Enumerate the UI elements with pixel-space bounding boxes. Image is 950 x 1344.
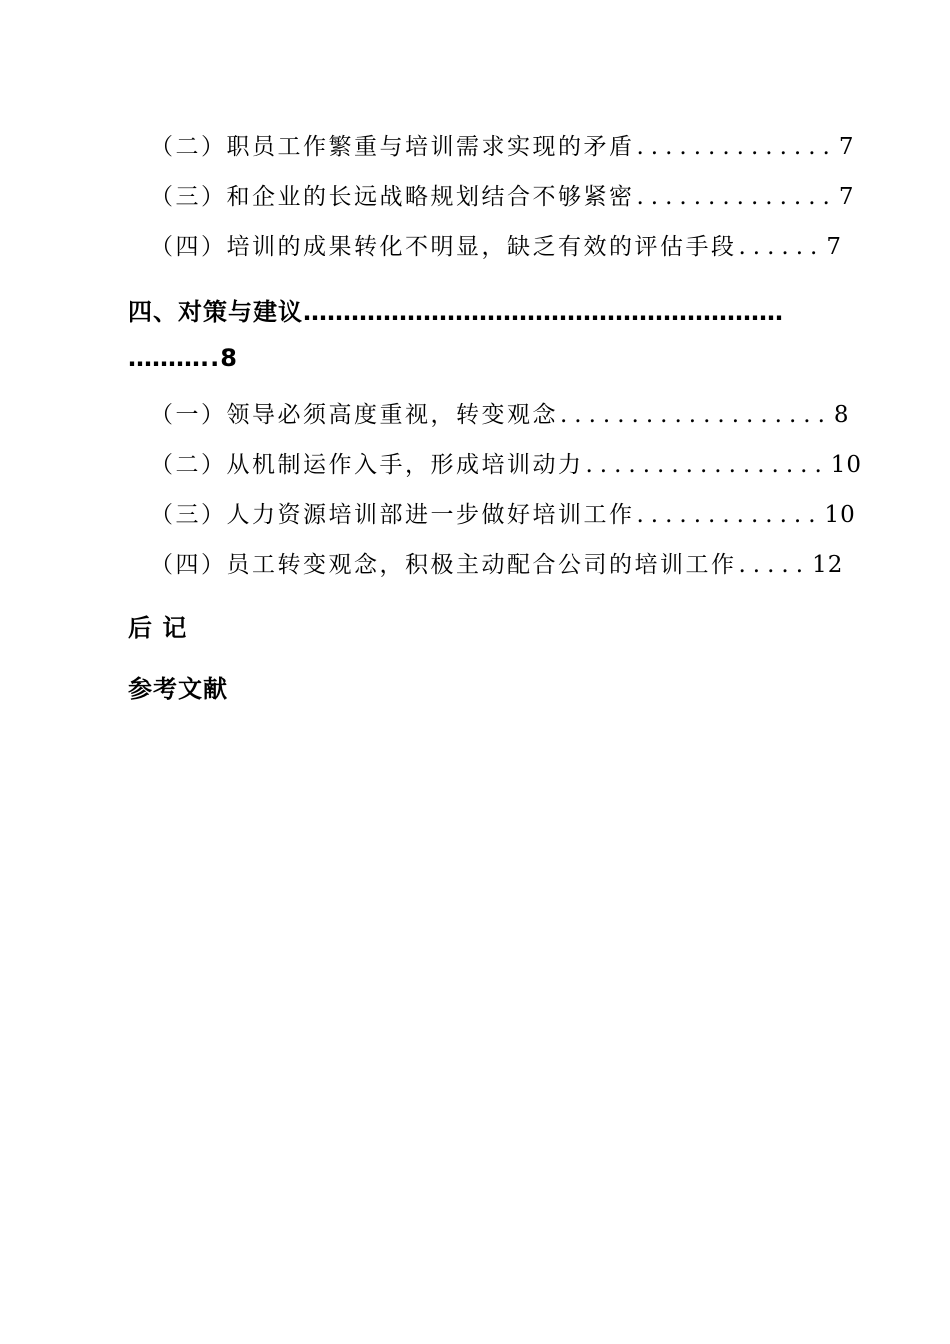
toc-entry-label: （二）从机制运作入手，形成培训动力 — [150, 452, 584, 478]
toc-entry-page: 12 — [812, 552, 844, 578]
toc-entry-leader: ...... — [738, 234, 825, 260]
toc-entry[interactable] — [150, 446, 863, 486]
toc-entry-page: 7 — [826, 234, 843, 260]
toc-entry-leader: ..... — [738, 552, 811, 578]
toc-entry-label: （三）人力资源培训部进一步做好培训工作 — [150, 502, 635, 528]
toc-entry-label: （三）和企业的长远战略规划结合不够紧密 — [150, 184, 635, 210]
toc-entry[interactable] — [150, 546, 844, 586]
toc-entry-label: （二）职员工作繁重与培训需求实现的矛盾 — [150, 134, 635, 160]
toc-entry-label: （四）员工转变观念，积极主动配合公司的培训工作 — [150, 552, 737, 578]
toc-entry-page: 7 — [838, 134, 855, 160]
toc-entry-label: （四）培训的成果转化不明显，缺乏有效的评估手段 — [150, 234, 737, 260]
toc-section-heading-continuation[interactable] — [128, 344, 238, 372]
toc-entry-page: 10 — [824, 502, 856, 528]
toc-section-leader: …………………………………………………… — [303, 298, 783, 326]
toc-section-leader: ……… — [128, 344, 200, 372]
toc-entry-page: 8 — [833, 402, 850, 428]
toc-entry[interactable] — [150, 496, 856, 536]
toc-entry-label: （一）领导必须高度重视，转变观念 — [150, 402, 558, 428]
toc-entry[interactable] — [150, 128, 855, 168]
toc-entry-leader: ................. — [585, 452, 829, 478]
toc-section-title: 四、对策与建议 — [128, 298, 303, 326]
toc-entry-leader: ................... — [560, 402, 832, 428]
toc-references[interactable]: 参考文献 — [128, 675, 228, 703]
toc-entry-leader: .............. — [636, 134, 837, 160]
toc-entry-page: 10 — [830, 452, 863, 478]
toc-entry-leader: .............. — [636, 184, 837, 210]
toc-section-heading[interactable] — [128, 292, 822, 327]
toc-entry[interactable] — [150, 228, 843, 268]
toc-postscript[interactable]: 后 记 — [128, 614, 188, 642]
toc-entry-leader: ............. — [636, 502, 823, 528]
toc-section-page: ..8 — [200, 344, 238, 372]
toc-entry[interactable] — [150, 178, 855, 218]
toc-entry[interactable] — [150, 396, 850, 436]
toc-entry-page: 7 — [838, 184, 855, 210]
